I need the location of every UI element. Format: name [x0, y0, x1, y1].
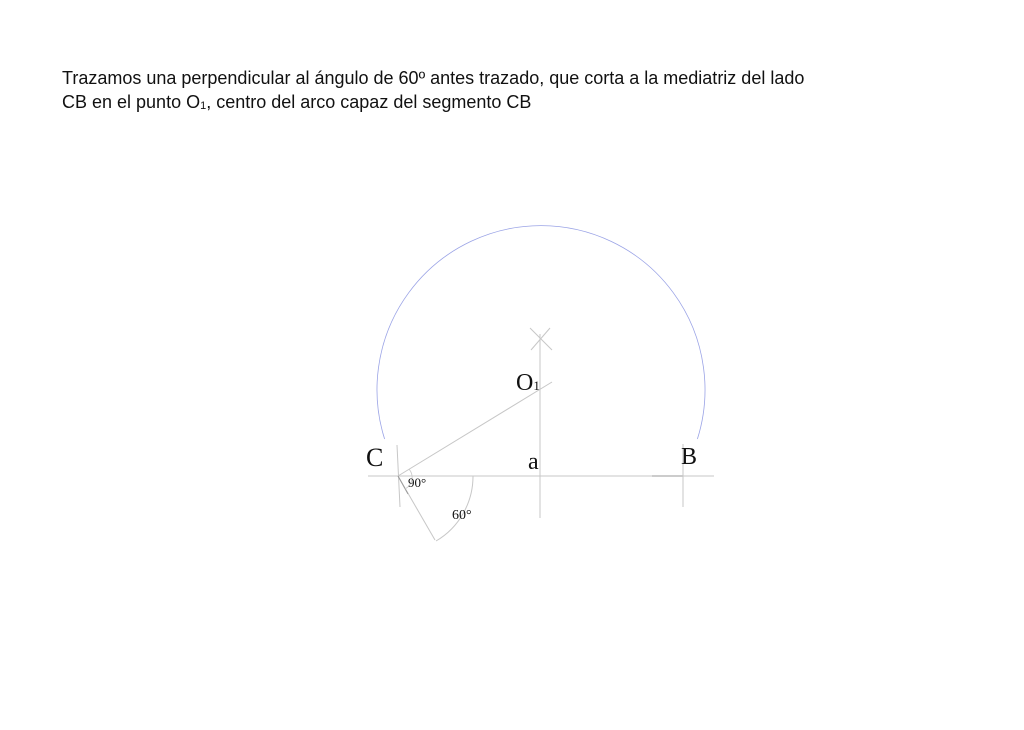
instruction-line-2-post: , centro del arco capaz del segmento CB: [206, 92, 532, 112]
instruction-line-2-sub: 1: [200, 100, 207, 112]
label-a: a: [528, 449, 539, 475]
label-o1-main: O: [516, 370, 534, 396]
label-angle-60: 60°: [452, 508, 472, 523]
label-c: C: [366, 443, 384, 472]
label-angle-90: 90°: [408, 475, 427, 490]
capable-arc: [377, 226, 705, 439]
label-o1: [516, 370, 540, 396]
label-b: B: [681, 444, 698, 470]
instruction-line-1: Trazamos una perpendicular al ángulo de 60º antes trazado, que corta a la mediatriz del lado: [62, 68, 805, 88]
label-o1-sub: 1: [533, 378, 540, 393]
instruction-line-2-pre: CB en el punto O: [62, 92, 201, 112]
